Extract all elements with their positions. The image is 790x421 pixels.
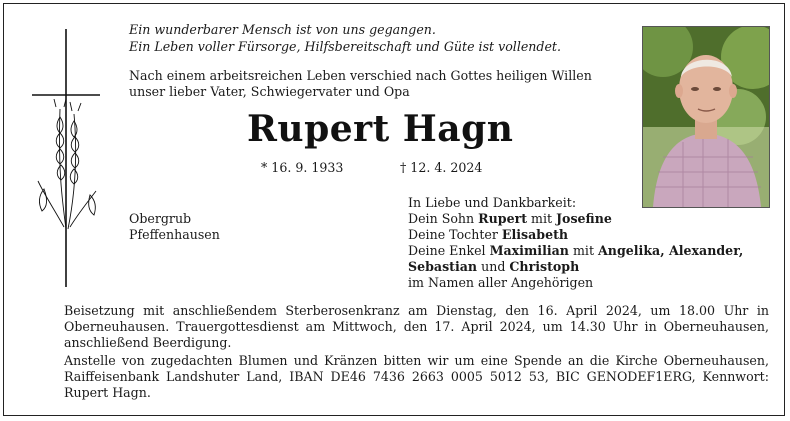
announcement-line-1: Nach einem arbeitsreichen Leben verschied nach Gottes heiligen Willen bbox=[129, 68, 592, 83]
obituary-frame bbox=[3, 3, 785, 416]
intro-line-1: Ein wunderbarer Mensch ist von uns gegangen. bbox=[129, 22, 436, 37]
announcement-line-2: unser lieber Vater, Schwiegervater und Opa bbox=[129, 84, 410, 99]
death-date: † 12. 4. 2024 bbox=[400, 160, 483, 175]
mourners-heading: In Liebe und Dankbarkeit: bbox=[408, 195, 577, 210]
donation-details: Anstelle von zugedachten Blumen und Kränzen bitten wir um eine Spende an die Kirche Oberneuhausen, Raiffeisenbank Landshuter Land, IBAN DE46 7436 2663 0005 5012 53, BIC GENODEF1ERG, Kennwort: Rupert Hagn. bbox=[64, 353, 769, 400]
mourner-grandchildren: Deine Enkel Maximilian mit Angelika, Alexander, bbox=[408, 243, 744, 258]
mourner-son: Dein Sohn Rupert mit Josefine bbox=[408, 211, 612, 226]
deceased-name: Rupert Hagn bbox=[247, 108, 514, 150]
funeral-details: Beisetzung mit anschließendem Sterberosenkranz am Dienstag, den 16. April 2024, um 18.00 Uhr in Oberneuhausen. Trauergottesdienst am Mittwoch, den 17. April 2024, um 14.30 Uhr in Oberneuhausen, anschließend Beerdigung. bbox=[64, 303, 769, 350]
portrait-photo bbox=[642, 26, 770, 208]
mourner-grandchildren-cont: Sebastian und Christoph bbox=[408, 259, 580, 274]
place-2: Pfeffenhausen bbox=[129, 227, 220, 242]
mourners-all: im Namen aller Angehörigen bbox=[408, 275, 594, 290]
birth-date: * 16. 9. 1933 bbox=[261, 160, 344, 175]
intro-line-2: Ein Leben voller Fürsorge, Hilfsbereitschaft und Güte ist vollendet. bbox=[129, 39, 561, 54]
place-1: Obergrub bbox=[129, 211, 192, 226]
wheat-icon bbox=[24, 99, 104, 239]
mourner-daughter: Deine Tochter Elisabeth bbox=[408, 227, 569, 242]
